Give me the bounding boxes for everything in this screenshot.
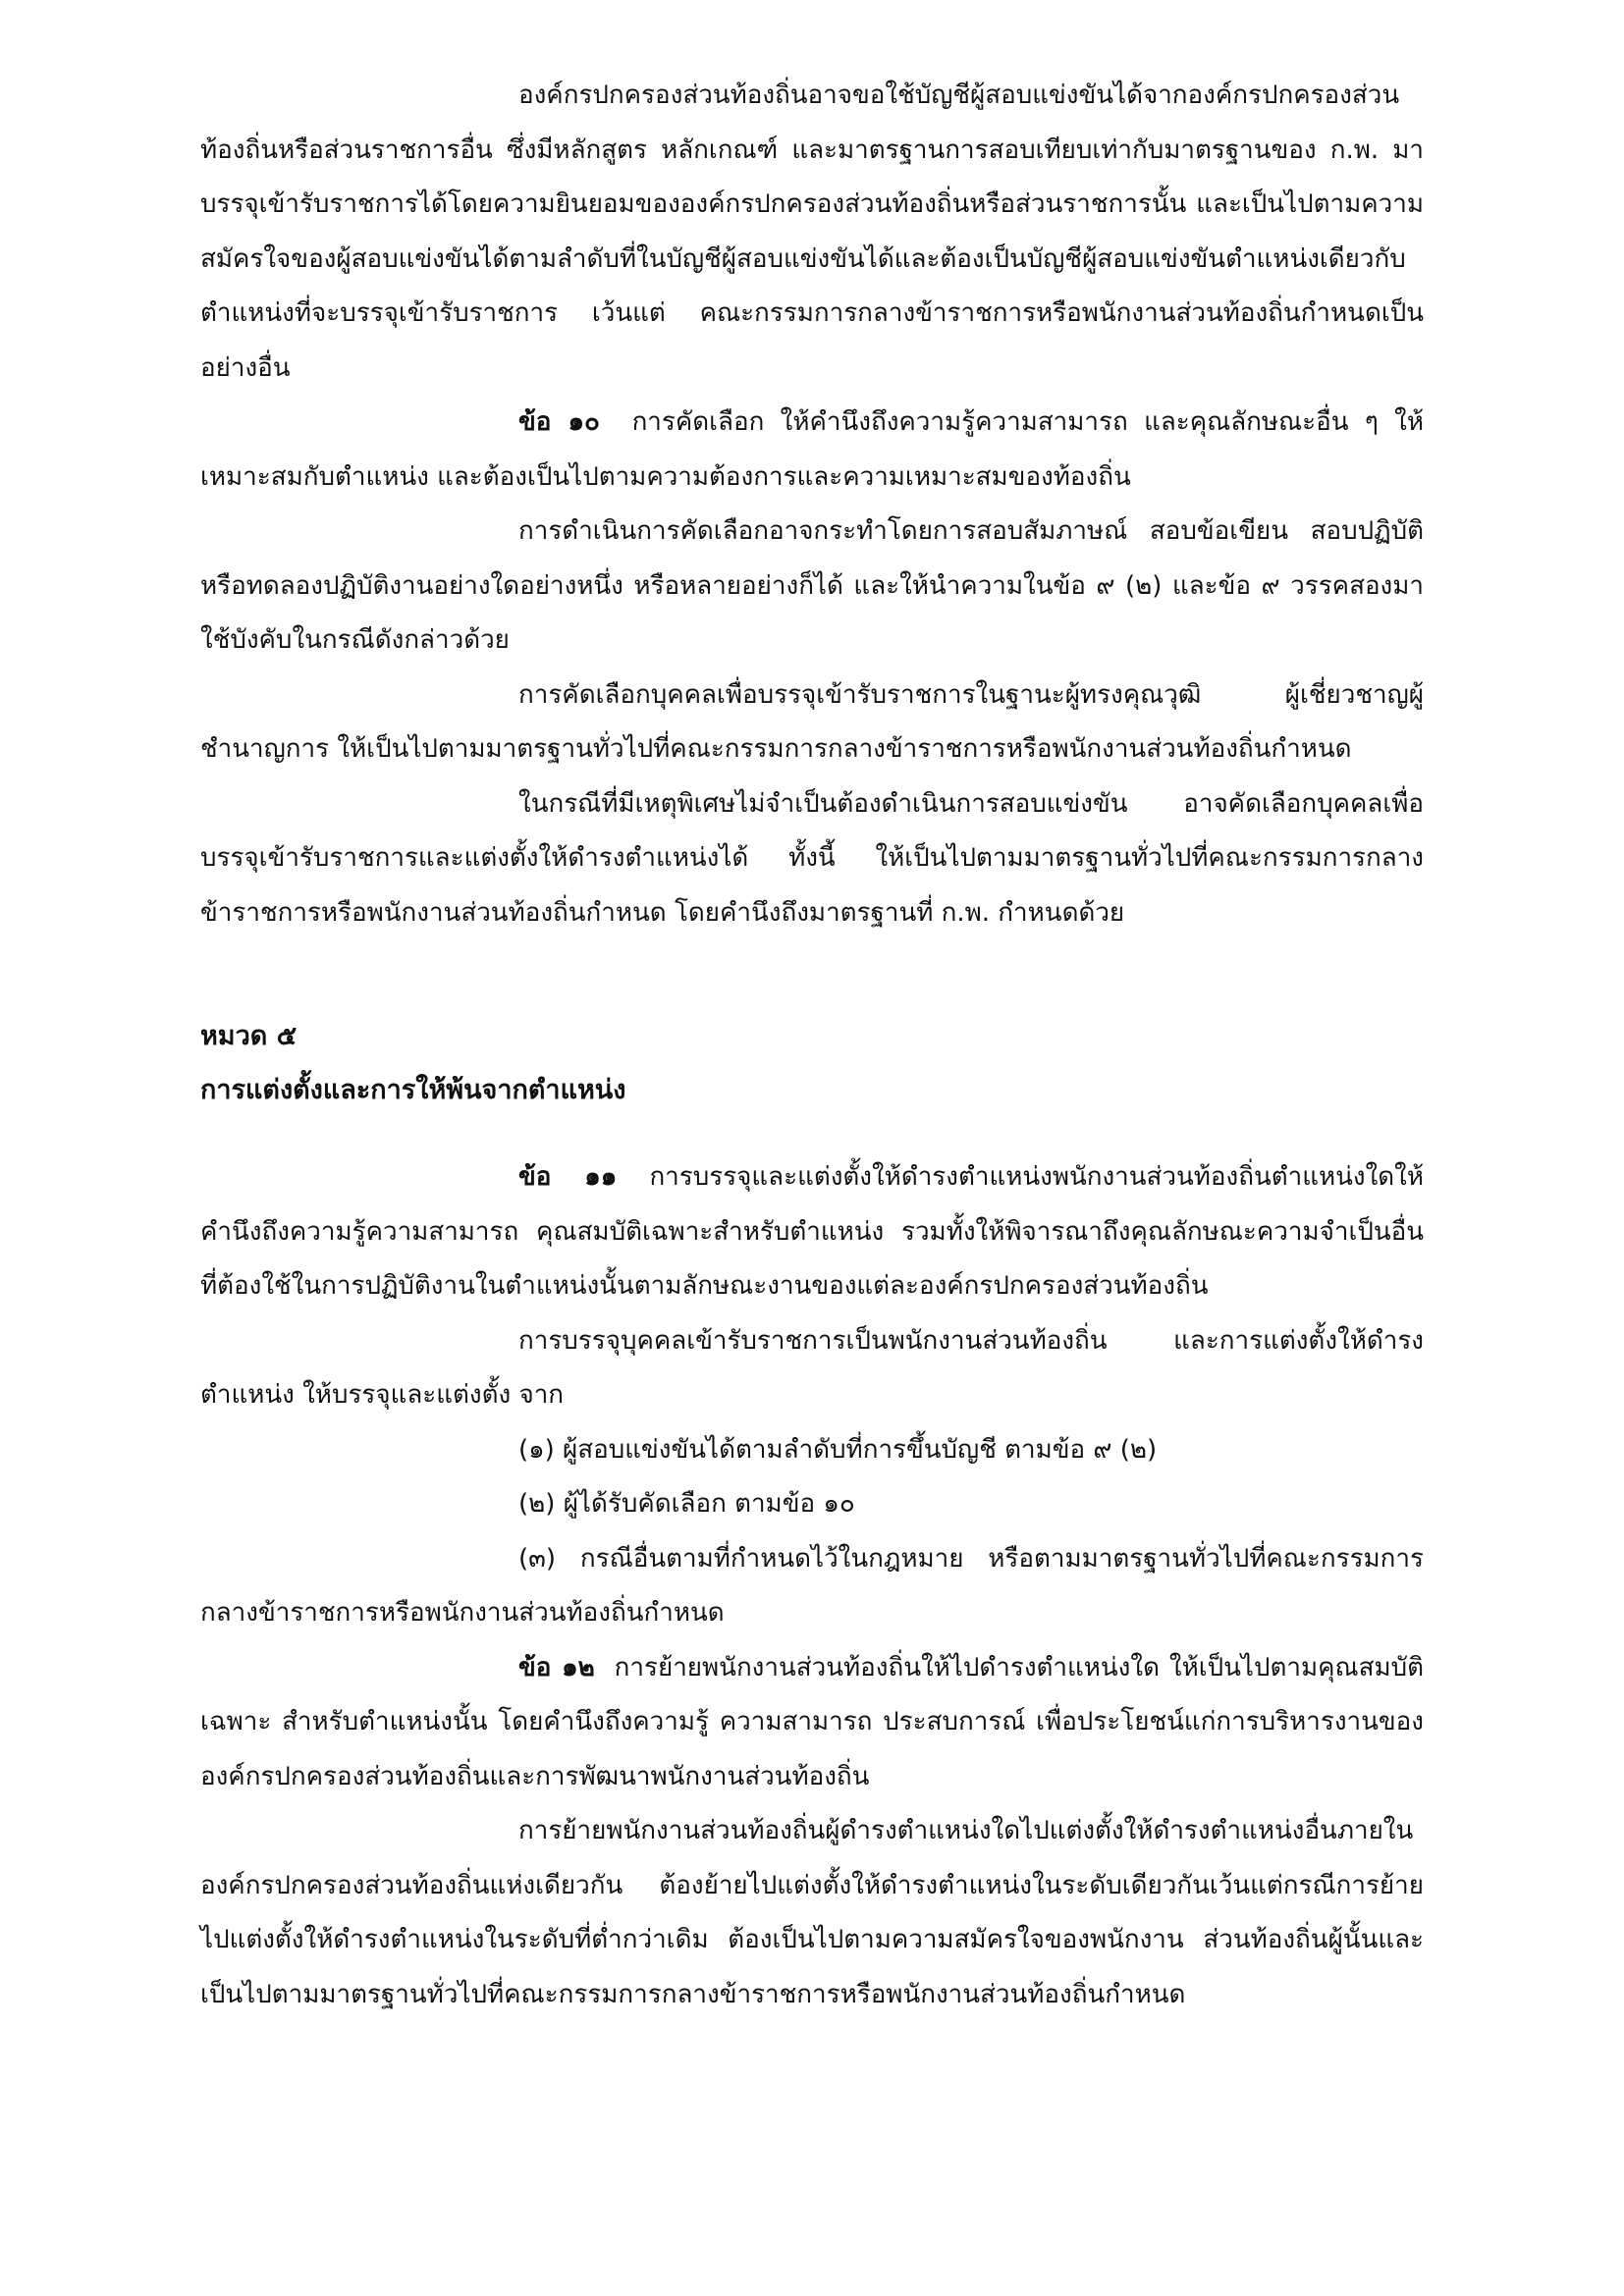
chapter-heading [200,1009,1424,1117]
paragraph-special-case: ในกรณีที่มีเหตุพิเศษไม่จำเป็นต้องดำเนินการสอบแข่งขัน อาจคัดเลือกบุคคลเพื่อบรรจุเข้ารับราชการและแต่งตั้งให้ดำรงตำแหน่งได้ ทั้งนี้ ให้เป็นไปตามมาตรฐานทั่วไปที่คณะกรรมการกลางข้าราชการหรือพนักงานส่วนท้องถิ่นกำหนด โดยคำนึงถึงมาตรฐานที่ ก.พ. กำหนดด้วย [200,788,1424,928]
section-10-text: การคัดเลือก ให้คำนึงถึงความรู้ความสามารถ และคุณลักษณะอื่น ๆ ให้เหมาะสมกับตำแหน่ง และต้องเป็นไปตามความต้องการและความเหมาะสมของท้องถิ่น [200,407,1424,492]
list-item-2: (๒) ผู้ได้รับคัดเลือก ตามข้อ ๑๐ [518,1489,855,1519]
chapter-title: การแต่งตั้งและการให้พ้นจากตำแหน่ง [200,1075,626,1105]
section-11-label: ข้อ ๑๑ [518,1162,618,1192]
paragraph-appointment-sources: การบรรจุบุคคลเข้ารับราชการเป็นพนักงานส่วนท้องถิ่น และการแต่งตั้งให้ดำรงตำแหน่ง ให้บรรจุและแต่งตั้ง จาก [200,1325,1424,1410]
list-item-1: (๑) ผู้สอบแข่งขันได้ตามลำดับที่การขึ้นบัญชี ตามข้อ ๙ (๒) [518,1434,1158,1465]
paragraph-expert-selection: การคัดเลือกบุคคลเพื่อบรรจุเข้ารับราชการในฐานะผู้ทรงคุณวุฒิ ผู้เชี่ยวชาญผู้ชำนาญการ ให้เป็นไปตามมาตรฐานทั่วไปที่คณะกรรมการกลางข้าราชการหรือพนักงานส่วนท้องถิ่นกำหนด [200,679,1424,764]
section-12-text: การย้ายพนักงานส่วนท้องถิ่นให้ไปดำรงตำแหน่งใด ให้เป็นไปตามคุณสมบัติเฉพาะ สำหรับตำแหน่งนั้น โดยคำนึงถึงความรู้ ความสามารถ ประสบการณ์ เพื่อประโยชน์แก่การบริหารงานของ องค์กรปกครองส่วนท้องถิ่นและการพัฒนาพนักงานส่วนท้องถิ่น [200,1652,1425,1791]
paragraph-selection-methods: การดำเนินการคัดเลือกอาจกระทำโดยการสอบสัมภาษณ์ สอบข้อเขียน สอบปฏิบัติหรือทดลองปฏิบัติงานอย่างใดอย่างหนึ่ง หรือหลายอย่างก็ได้ และให้นำความในข้อ ๙ (๒) และข้อ ๙ วรรคสองมาใช้บังคับในกรณีดังกล่าวด้วย [200,516,1424,655]
section-10-paragraph [200,396,1424,505]
section-12-label: ข้อ ๑๒ [518,1652,595,1682]
paragraph-transfer-rules: การย้ายพนักงานส่วนท้องถิ่นผู้ดำรงตำแหน่งใดไปแต่งตั้งให้ดำรงตำแหน่งอื่นภายในองค์กรปกครองส่วนท้องถิ่นแห่งเดียวกัน ต้องย้ายไปแต่งตั้งให้ดำรงตำแหน่งในระดับเดียวกันเว้นแต่กรณีการย้ายไปแต่งตั้งให้ดำรงตำแหน่งในระดับที่ต่ำกว่าเดิม ต้องเป็นไปตามความสมัครใจของพนักงาน ส่วนท้องถิ่นผู้นั้นและเป็นไปตามมาตรฐานทั่วไปที่คณะกรรมการกลางข้าราชการหรือพนักงานส่วนท้องถิ่นกำหนด [200,1816,1424,2009]
section-11-text: การบรรจุและแต่งตั้งให้ดำรงตำแหน่งพนักงานส่วนท้องถิ่นตำแหน่งใดให้คำนึงถึงความรู้ความสามารถ คุณสมบัติเฉพาะสำหรับตำแหน่ง รวมทั้งให้พิจารณาถึงคุณลักษณะความจำเป็นอื่น ที่ต้องใช้ในการปฏิบัติงานในตำแหน่งนั้นตามลักษณะงานของแต่ละองค์กรปกครองส่วนท้องถิ่น [200,1162,1425,1301]
chapter-number: หมวด ๕ [200,1021,298,1051]
section-10-label: ข้อ ๑๐ [518,407,600,437]
paragraph-list-borrowing: องค์กรปกครองส่วนท้องถิ่นอาจขอใช้บัญชีผู้สอบแข่งขันได้จากองค์กรปกครองส่วนท้องถิ่นหรือส่วนราชการอื่น ซึ่งมีหลักสูตร หลักเกณฑ์ และมาตรฐานการสอบเทียบเท่ากับมาตรฐานของ ก.พ. มาบรรจุเข้ารับราชการได้โดยความยินยอมขององค์กรปกครองส่วนท้องถิ่นหรือส่วนราชการนั้น และเป็นไปตามความสมัครใจของผู้สอบแข่งขันได้ตามลำดับที่ในบัญชีผู้สอบแข่งขันได้และต้องเป็นบัญชีผู้สอบแข่งขันตำแหน่งเดียวกับตำแหน่งที่จะบรรจุเข้ารับราชการ เว้นแต่ คณะกรรมการกลางข้าราชการหรือพนักงานส่วนท้องถิ่นกำหนดเป็นอย่างอื่น [200,80,1424,383]
document-page [200,69,1424,2022]
section-12-paragraph [200,1641,1424,1805]
list-item-3: (๓) กรณีอื่นตามที่กำหนดไว้ในกฎหมาย หรือตามมาตรฐานทั่วไปที่คณะกรรมการกลางข้าราชการหรือพนักงานส่วนท้องถิ่นกำหนด [200,1543,1424,1628]
section-11-paragraph [200,1150,1424,1314]
